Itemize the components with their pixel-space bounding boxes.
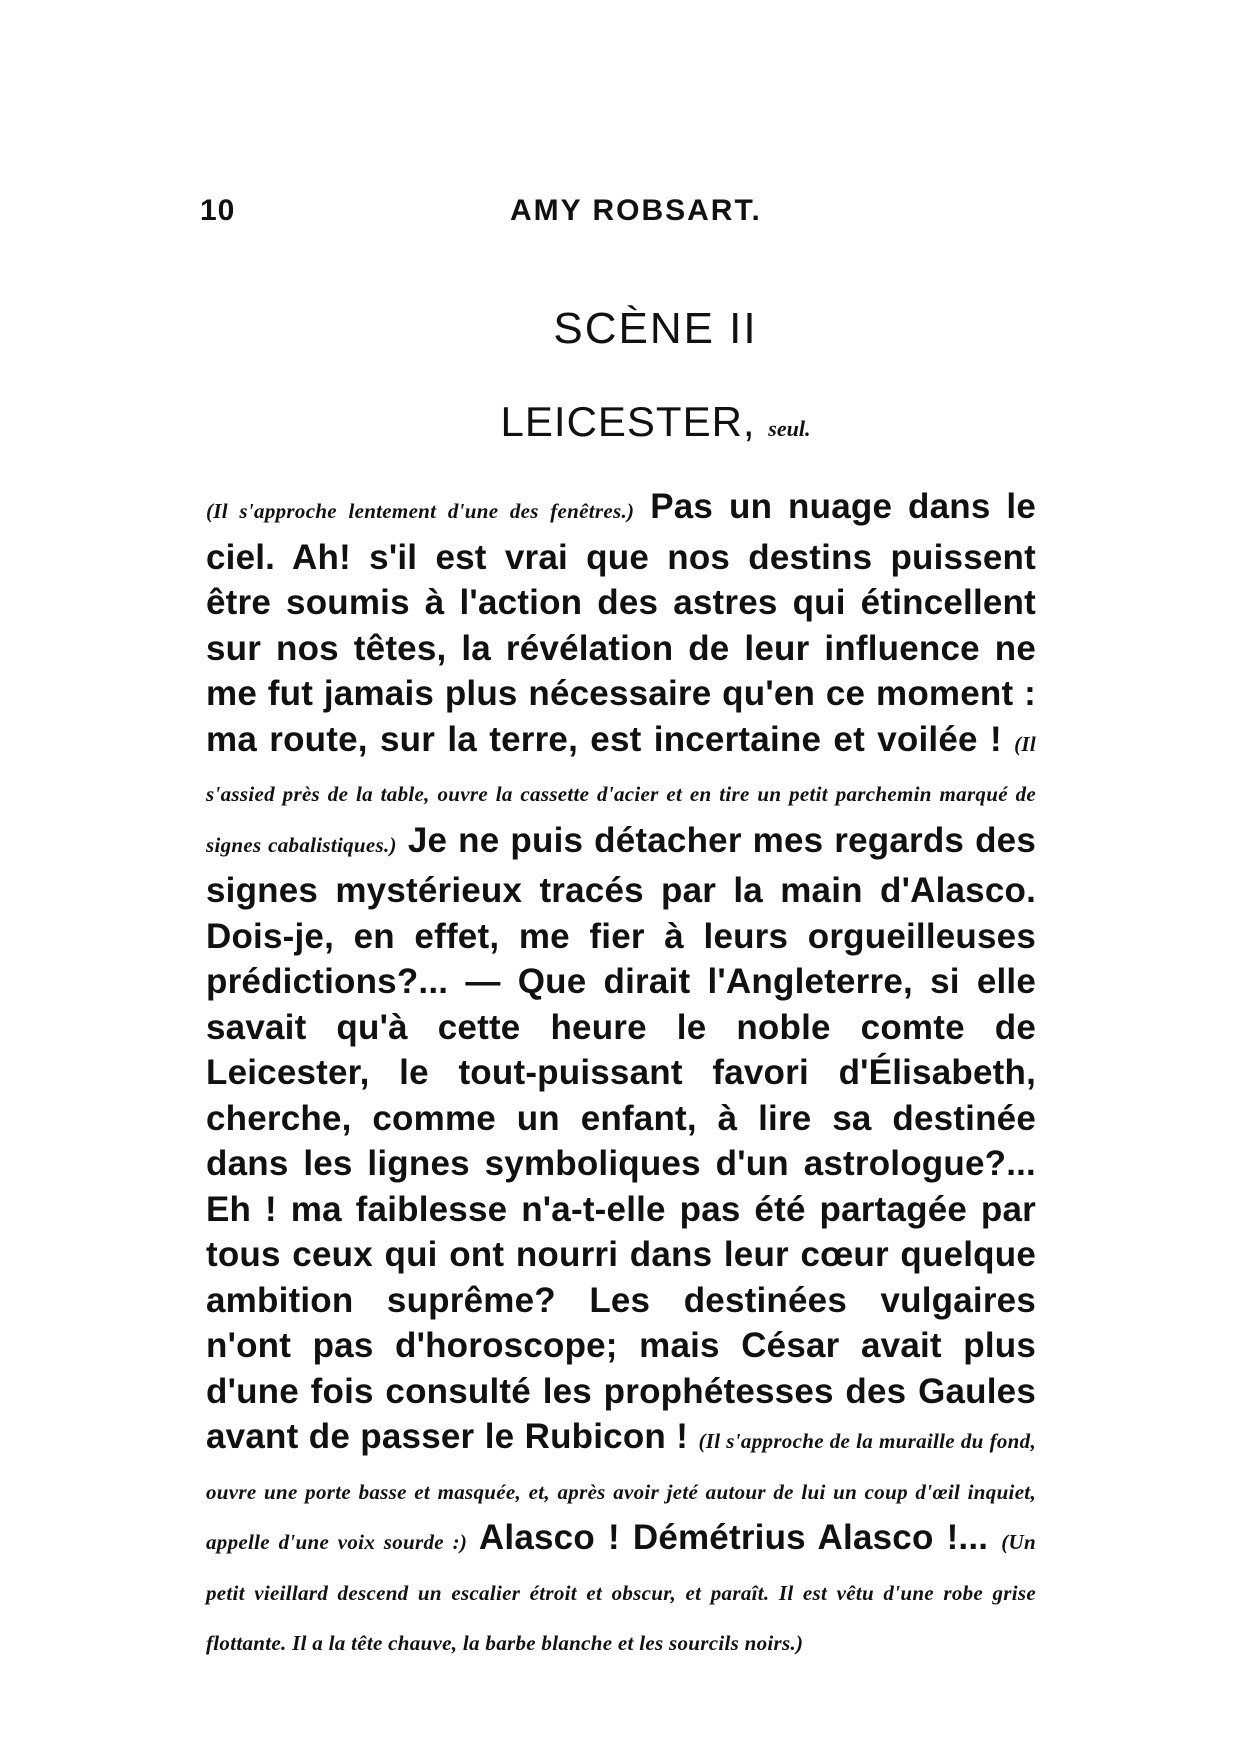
running-head [200, 194, 1030, 230]
stage-direction-2: (Il s'assied près de la table, ouvre la cassette d'acier et en tire un petit parchemin marqué de signes cabalistiques.) [206, 731, 1036, 857]
stage-direction-1: (Il s'approche lentement d'une des fenêtres.) [206, 499, 635, 523]
book-title: AMY ROBSART. [510, 194, 762, 227]
character-name: LEICESTER, [500, 398, 756, 445]
monologue-text [206, 484, 1036, 1667]
scene-title: SCÈNE II [553, 304, 758, 353]
stage-direction-4: (Un petit vieillard descend un escalier étroit et obscur, et paraît. Il est vêtu d'une robe grise flottante. Il a la tête chauve, la barbe blanche et les sourcils noirs.) [206, 1530, 1036, 1655]
character-note: seul. [768, 416, 811, 441]
speech-1: Pas un nuage dans le ciel. Ah! s'il est vrai que nos destins puissent être soumis à l'action des astres qui étincellent sur nos têtes, la révélation de leur influence ne me fut jamais plus nécessaire qu'en ce moment : ma route, sur la terre, est incertaine et voilée ! [206, 487, 1036, 759]
character-line [0, 398, 1241, 446]
speech-2: Je ne puis détacher mes regards des signes mystérieux tracés par la main d'Alasco. Dois-je, en effet, me fier à leurs orgueilleuses prédictions?... — Que dirait l'Angleterre, si elle savait qu'à cette heure le noble comte de Leicester, le tout-puissant favori d'Élisabeth, cherche, comme un enfant, à lire sa destinée dans les lignes symboliques d'un astrologue?... Eh ! ma faiblesse n'a-t-elle pas été partagée par tous ceux qui ont nourri dans leur cœur quelque ambition suprême? Les destinées vulgaires n'ont pas d'horoscope; mais César avait plus d'une fois consulté les prophétesses des Gaules avant de passer le Rubicon ! [206, 820, 1036, 1456]
stage-direction-3: (Il s'approche de la muraille du fond, ouvre une porte basse et masquée, et, après avoir jeté autour de lui un coup d'œil inquiet, appelle d'une voix sourde :) [206, 1429, 1036, 1554]
speech-3: Alasco ! Démétrius Alasco !... [467, 1518, 1002, 1557]
page-number: 10 [200, 194, 236, 227]
